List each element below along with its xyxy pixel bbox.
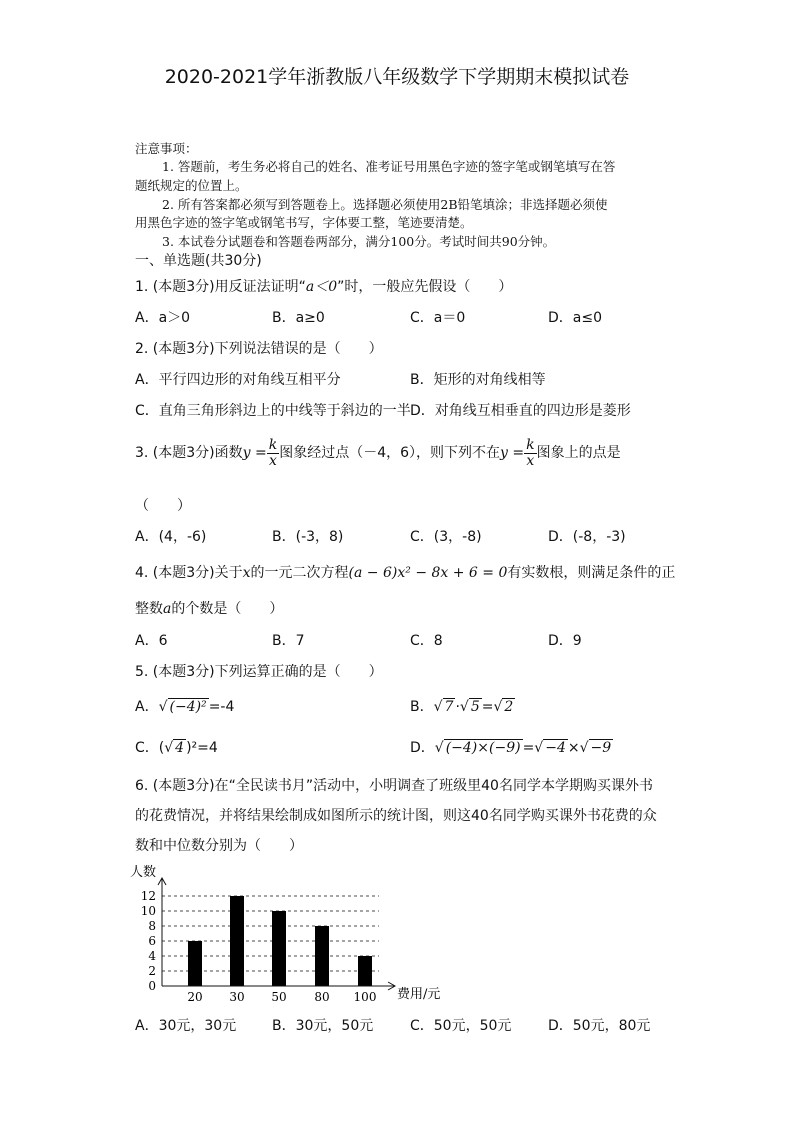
q3-frac2-den: x: [526, 452, 535, 469]
sqrt-symbol: √: [493, 699, 503, 715]
q6-option-a: A．30元，30元: [135, 1018, 237, 1034]
q5-b-eq: =: [481, 699, 494, 715]
q5-c-rest: )²=4: [186, 740, 218, 756]
sqrt-symbol: √: [459, 699, 469, 715]
sqrt-symbol: √: [433, 699, 443, 715]
q5-c-label: C．(: [135, 740, 165, 756]
q5-d-r2: −4: [545, 740, 566, 756]
question-6-line3: 数和中位数分别为（ ）: [135, 838, 303, 854]
bar: [315, 926, 329, 986]
q4-var-a: a: [163, 601, 172, 617]
chart-xlabel: 费用/元: [397, 987, 441, 1002]
notes-line3: 3. 本试卷分试题卷和答题卷两部分，满分100分。考试时间共90分钟。: [162, 234, 556, 249]
q3-option-b: B．(-3，8): [272, 529, 344, 545]
sqrt-symbol: √: [579, 740, 589, 756]
bar: [272, 911, 286, 986]
x-tick-label: 80: [314, 990, 330, 1004]
q5-option-d: [410, 737, 613, 757]
q3-p2: 图象经过点（－4，6），则下列不在: [279, 445, 501, 461]
q2-option-d: D．对角线互相垂直的四边形是菱形: [410, 403, 631, 419]
q6-option-b: B．30元，50元: [272, 1018, 374, 1034]
x-tick-label: 100: [353, 990, 377, 1004]
notes-heading: 注意事项：: [135, 141, 198, 156]
sqrt-symbol: √: [164, 740, 174, 756]
notes-line1: 1. 答题前，考生务必将自己的姓名、准考证号用黑色字迹的签字笔或钢笔填写在答: [162, 159, 616, 174]
notes-line2: 2. 所有答案都必须写到答题卷上。选择题必须使用2B铅笔填涂；非选择题必须使: [162, 197, 608, 212]
y-tick-label: 6: [148, 934, 156, 948]
q2-option-c: C．直角三角形斜边上的中线等于斜边的一半: [135, 403, 411, 419]
bar: [230, 896, 244, 986]
q5-d-label: D．: [410, 740, 435, 756]
q3-option-a: A．(4，-6): [135, 529, 207, 545]
q3-option-c: C．(3，-8): [410, 529, 482, 545]
sqrt-symbol: √: [534, 740, 544, 756]
chart-ylabel: 人数: [130, 865, 157, 880]
q5-b-r2: 5: [470, 699, 480, 715]
question-6-line1: 6. (本题3分)在“全民读书月”活动中，小明调查了班级里40名同学本学期购买课外书: [135, 778, 653, 794]
x-tick-label: 50: [271, 990, 287, 1004]
sqrt-symbol: √: [158, 699, 168, 715]
q4-equation: (a − 6)x² − 8x + 6 = 0: [348, 565, 508, 581]
y-tick-label: 10: [140, 904, 156, 918]
q6-option-c: C．50元，50元: [410, 1018, 512, 1034]
y-tick-label: 4: [148, 949, 156, 963]
sqrt-symbol: √: [434, 740, 444, 756]
bar: [188, 941, 202, 986]
q1-prefix: 1. (本题3分)用反证法证明“: [135, 279, 306, 295]
q1-option-a: A．a＞0: [135, 310, 191, 326]
q3-paren: （ ）: [135, 498, 191, 514]
q4-option-a: A．6: [135, 633, 168, 649]
q4-p2: 的一元二次方程: [250, 565, 349, 581]
q5-c-radicand: 4: [175, 740, 185, 756]
question-4: [135, 562, 675, 582]
question-5: 5. (本题3分)下列运算正确的是（ ）: [135, 664, 383, 680]
x-tick-label: 30: [229, 990, 245, 1004]
q2-option-b: B．矩形的对角线相等: [410, 372, 546, 388]
q6-option-d: D．50元，80元: [548, 1018, 651, 1034]
q3-p3: 图象上的点是: [536, 445, 621, 461]
q4-option-d: D．9: [548, 633, 582, 649]
q1-suffix: ”时，一般应先假设（ ）: [337, 279, 513, 295]
q5-option-a: [135, 696, 234, 716]
section-heading: 一、单选题(共30分): [135, 253, 262, 269]
y-tick-label: 2: [148, 964, 156, 978]
q5-a-label: A．: [135, 699, 159, 715]
question-3: [135, 436, 621, 470]
y-tick-label: 12: [140, 889, 156, 903]
q5-a-rest: =-4: [208, 699, 235, 715]
q5-b-r3: 2: [504, 699, 514, 715]
q3-p1: 3. (本题3分)函数: [135, 445, 243, 461]
q4-line2a: 整数: [135, 601, 163, 617]
y-tick-label: 8: [148, 919, 156, 933]
q4-line2b: 的个数是（ ）: [171, 601, 284, 617]
q5-b-dot: ·: [455, 699, 460, 715]
q4-option-c: C．8: [410, 633, 443, 649]
q3-frac2-num: k: [526, 436, 535, 453]
q5-b-label: B．: [410, 699, 434, 715]
q1-option-b: B．a≥0: [272, 310, 325, 326]
question-1: [135, 276, 512, 296]
x-tick-label: 20: [187, 990, 203, 1004]
q5-d-radicand: (−4)×(−9): [445, 740, 521, 756]
q5-option-b: [410, 696, 515, 716]
q5-d-r3: −9: [590, 740, 612, 756]
q1-option-d: D．a≤0: [548, 310, 602, 326]
chart-ticks: [141, 889, 377, 1004]
q4-option-b: B．7: [272, 633, 305, 649]
q1-math: a＜0: [305, 279, 338, 295]
q4-p3: 有实数根，则满足条件的正: [507, 565, 676, 581]
q3-fraction-1: [267, 438, 279, 469]
q3-fraction-2: [524, 438, 536, 469]
q5-d-eq: =: [522, 740, 535, 756]
q3-option-d: D．(-8，-3): [548, 529, 626, 545]
q5-option-c: [135, 737, 218, 757]
page-title: 2020-2021学年浙教版八年级数学下学期期末模拟试卷: [164, 66, 630, 88]
q5-b-r1: 7: [444, 699, 454, 715]
q5-a-radicand: (−4)²: [169, 699, 207, 715]
q3-frac1-num: k: [268, 436, 278, 453]
question-6-line2: 的花费情况，并将结果绘制成如图所示的统计图，则这40名同学购买课外书花费的众: [135, 808, 657, 824]
bar-chart: [125, 858, 455, 1006]
q3-yeq-2: y =: [500, 445, 525, 461]
notes-line1b: 题纸规定的位置上。: [135, 178, 248, 193]
y-tick-label: 0: [148, 979, 156, 993]
bar: [358, 956, 372, 986]
notes-line2b: 用黑色字迹的签字笔或钢笔书写，字体要工整，笔迹要清楚。: [135, 215, 473, 230]
question-2: 2. (本题3分)下列说法错误的是（ ）: [135, 341, 383, 357]
q5-d-times: ×: [567, 740, 580, 756]
question-4-line2: [135, 598, 283, 618]
q4-p1: 4. (本题3分)关于: [135, 565, 243, 581]
q3-yeq-1: y =: [242, 445, 267, 461]
q4-var-x: x: [242, 565, 251, 581]
q1-option-c: C．a＝0: [410, 310, 466, 326]
q3-frac1-den: x: [269, 452, 277, 469]
q2-option-a: A．平行四边形的对角线互相平分: [135, 372, 341, 388]
